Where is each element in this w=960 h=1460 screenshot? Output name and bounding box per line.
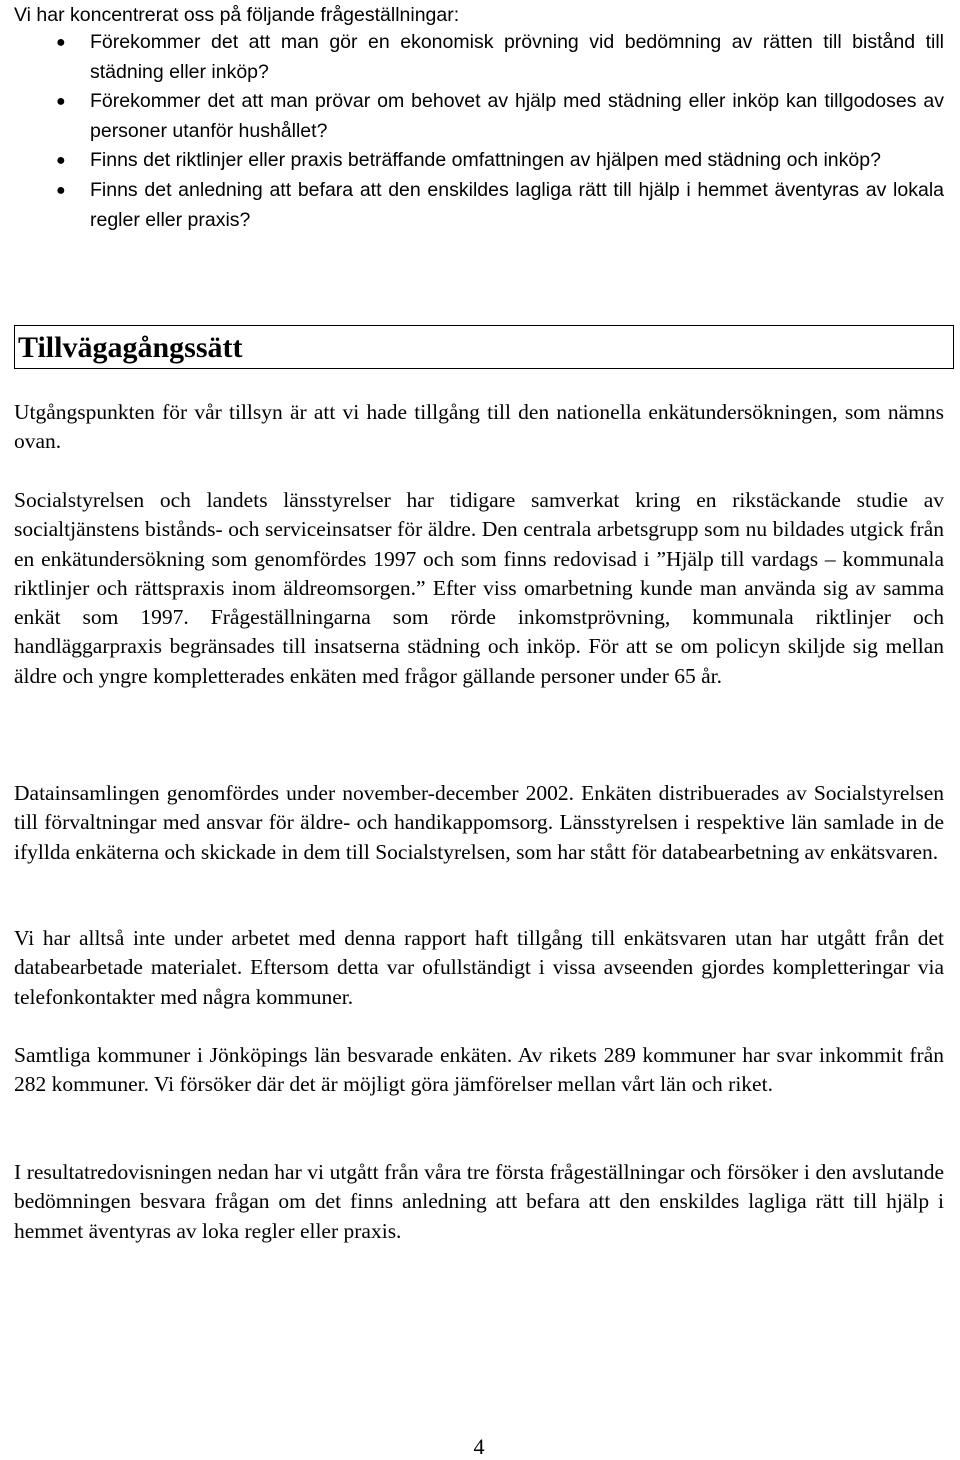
paragraph: Vi har alltså inte under arbetet med denna rapport haft tillgång till enkätsvaren utan har utgått från det databearbetade materialet. Eftersom detta var ofullständigt i vissa avseenden gjordes kompletteringar via telefonkontakter med några kommuner. <box>14 926 944 1009</box>
page-number: 4 <box>473 1434 485 1459</box>
section-heading: Tillvägagångssätt <box>18 331 243 364</box>
question-item <box>14 87 944 146</box>
bullet-icon: ● <box>56 181 66 199</box>
section-heading-box <box>14 325 954 369</box>
bullet-icon: ● <box>56 34 66 51</box>
bullet-icon: ● <box>56 152 66 170</box>
paragraph: I resultatredovisningen nedan har vi utgått från våra tre första frågeställningar och försöker i den avslutande bedömningen besvara frågan om det finns anledning att befara att den enskildes lagliga rätt till hjälp i hemmet äventyras av loka regler eller praxis. <box>14 1160 944 1243</box>
question-list <box>14 28 944 235</box>
intro-text: Vi har koncentrerat oss på följande frågeställningar: <box>14 4 460 26</box>
question-text: Förekommer det att man prövar om behovet av hjälp med städning eller inköp kan tillgodoses av personer utanför hushållet? <box>90 90 944 142</box>
question-text: Finns det riktlinjer eller praxis beträffande omfattningen av hjälpen med städning och inköp? <box>90 149 881 172</box>
question-item <box>14 146 944 176</box>
question-item <box>14 176 944 235</box>
paragraph: Samtliga kommuner i Jönköpings län besvarade enkäten. Av rikets 289 kommuner har svar inkommit från 282 kommuner. Vi försöker där det är möjligt göra jämförelser mellan vårt län och riket. <box>14 1043 944 1097</box>
paragraph: Socialstyrelsen och landets länsstyrelser har tidigare samverkat kring en rikstäckande studie av socialtjänstens bistånds- och serviceinsatser för äldre. Den centrala arbetsgrupp som nu bildades utgick från en enkätundersökning som genomfördes 1997 och som finns redovisad i ”Hjälp till vardags – kommunala riktlinjer och rättspraxis inom äldreomsorgen.” Efter viss omarbetning kunde man använda sig av samma enkät som 1997. Frågeställningarna som rörde inkomstprövning, kommunala riktlinjer och handläggarpraxis begränsades till insatserna städning och inköp. För att se om policyn skiljde sig mellan äldre och yngre kompletterades enkäten med frågor gällande personer under 65 år. <box>14 488 944 688</box>
bullet-icon: ● <box>56 93 66 111</box>
question-text: Finns det anledning att befara att den enskildes lagliga rätt till hjälp i hemmet äventyras av lokala regler eller praxis? <box>90 178 944 231</box>
paragraph: Utgångspunkten för vår tillsyn är att vi hade tillgång till den nationella enkätundersökningen, som nämns ovan. <box>14 400 944 454</box>
question-item <box>14 28 944 87</box>
question-text: Förekommer det att man gör en ekonomisk prövning vid bedömning av rätten till bistånd till städning eller inköp? <box>90 31 944 83</box>
paragraph: Datainsamlingen genomfördes under november-december 2002. Enkäten distribuerades av Socialstyrelsen till förvaltningar med ansvar för äldre- och handikappomsorg. Länsstyrelsen i respektive län samlade in de ifyllda enkäterna och skickade in dem till Socialstyrelsen, som har stått för databearbetning av enkätsvaren. <box>14 781 944 864</box>
